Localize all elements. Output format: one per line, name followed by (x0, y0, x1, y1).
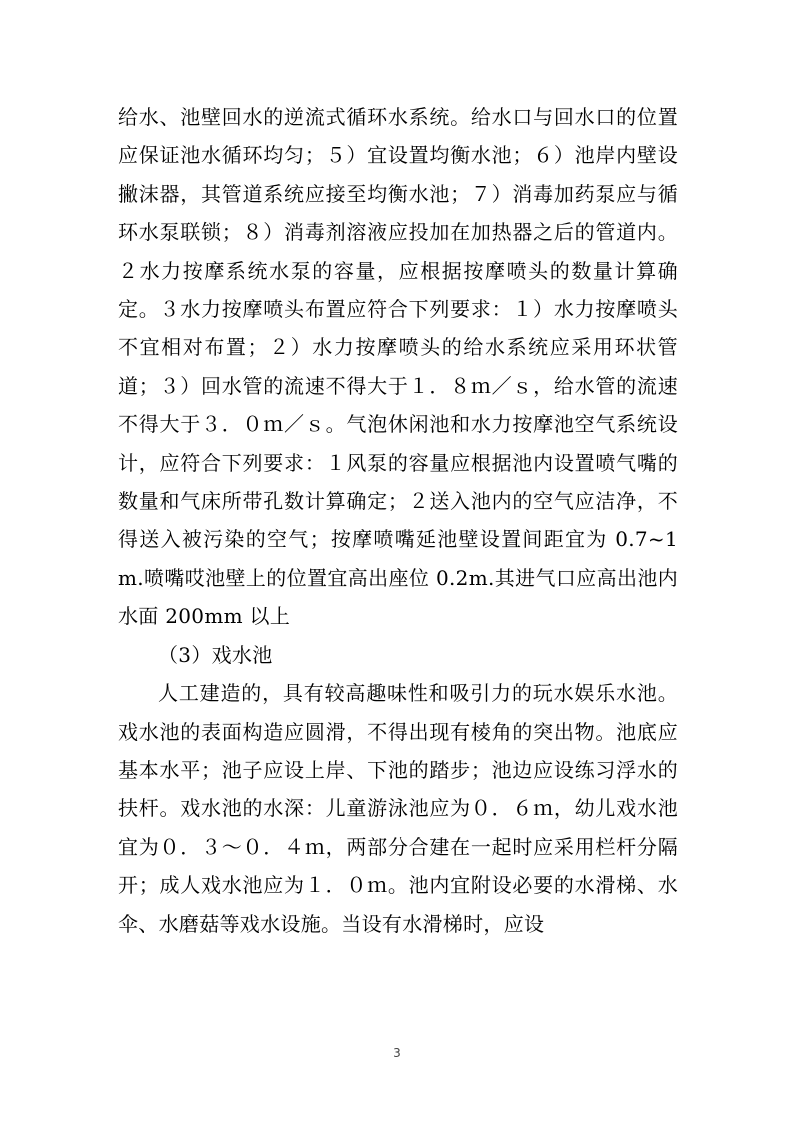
page-number: 3 (393, 1046, 401, 1060)
section-heading: （3）戏水池 (158, 642, 273, 667)
body-text (118, 98, 678, 943)
paragraph-continuation: 给水、池壁回水的逆流式循环水系统。给水口与回水口的位置应保证池水循环均匀；５）宜设置均衡水池；６）池岸内壁设撇沫器，其管道系统应接至均衡水池；７）消毒加药泵应与循环水泵联锁；８）消毒剂溶液应投加在加热器之后的管道内。２水力按摩系统水泵的容量，应根据按摩喷头的数量计算确定。３水力按摩喷头布置应符合下列要求：１）水力按摩喷头不宜相对布置；２）水力按摩喷头的给水系统应采用环状管道；３）回水管的流速不得大于１．８ｍ／ｓ，给水管的流速不得大于３．０ｍ／ｓ。气泡休闲池和水力按摩池空气系统设计，应符合下列要求：１风泵的容量应根据池内设置喷气嘴的数量和气床所带孔数计算确定；２送入池内的空气应洁净，不得送入被污染的空气；按摩喷嘴延池壁设置间距宜为 0.7~1m.喷嘴哎池壁上的位置宜高出座位 0.2m.其进气口应高出池内水面 200mm 以上 (118, 105, 678, 629)
paragraph-play-pool: 人工建造的，具有较高趣味性和吸引力的玩水娱乐水池。戏水池的表面构造应圆滑，不得出现有棱角的突出物。池底应基本水平；池子应设上岸、下池的踏步；池边应设练习浮水的扶杆。戏水池的水深：儿童游泳池应为０．６ｍ，幼儿戏水池宜为０．３～０．４ｍ，两部分合建在一起时应采用栏杆分隔开；成人戏水池应为１．０ｍ。池内宜附设必要的水滑梯、水伞、水磨菇等戏水设施。当设有水滑梯时，应设 (118, 681, 678, 936)
